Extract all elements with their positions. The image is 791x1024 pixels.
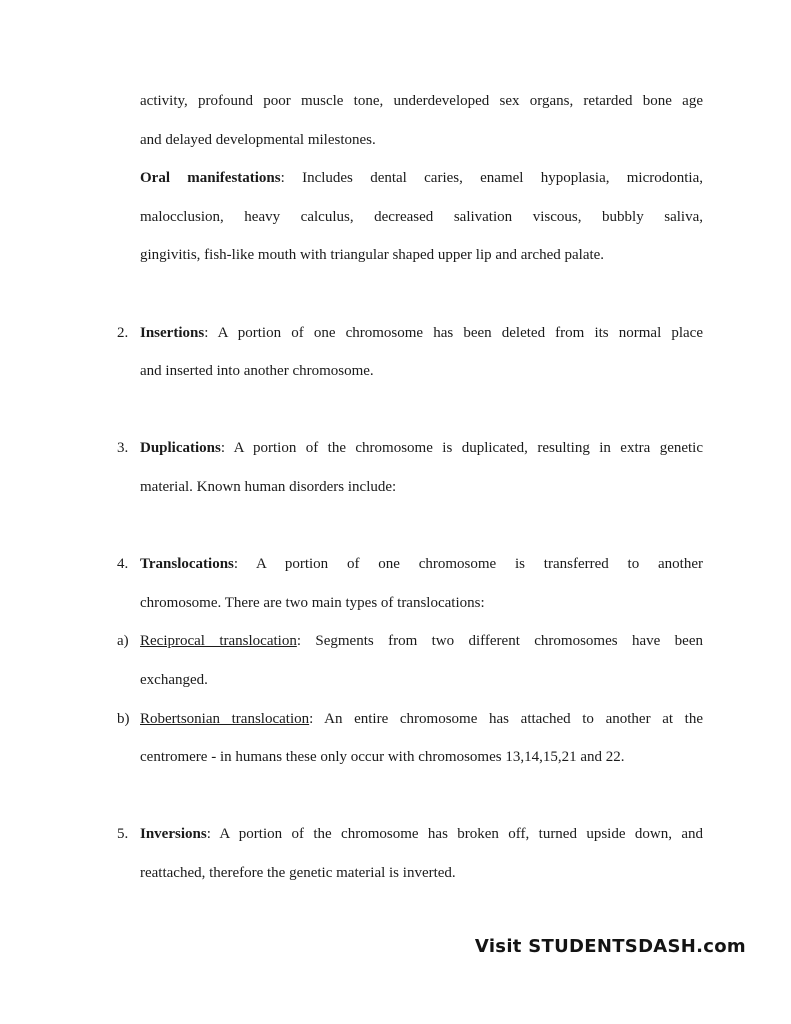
list-marker: b) [117,710,130,727]
paragraph-oral-manifestations [117,159,703,275]
text-line [140,314,703,353]
paragraph-continuation [117,82,703,159]
item-term: Translocations [140,556,234,573]
text-segment: activity, profound poor muscle tone, underdeveloped sex organs, retarded bone age [140,93,703,109]
list-item-robertsonian-translocation [117,700,703,777]
text-line: material. Known human disorders include: [140,478,397,495]
item-term: Inversions [140,826,207,843]
list-marker [117,159,140,275]
text-line: and delayed developmental milestones. [140,131,376,148]
text-segment: : Segments from two different chromosomes have been [296,633,703,650]
list-marker [117,82,140,159]
item-term: Oral manifestations [140,170,281,187]
text-line: and inserted into another chromosome. [140,363,374,380]
list-item-duplications [117,429,703,506]
list-marker: 2. [117,324,129,341]
list-marker: 3. [117,440,129,457]
list-item-reciprocal-translocation [117,622,703,699]
list-marker: 5. [117,826,129,843]
text-line [140,700,703,739]
text-segment: : An entire chromosome has attached to another at the [309,710,704,727]
list-marker: a) [117,633,129,650]
item-term: Insertions [140,324,205,341]
text-line [140,622,703,661]
text-line [140,815,703,854]
text-segment: : A portion of the chromosome is duplicated, resulting in extra genetic [220,440,703,457]
item-term: Duplications [140,440,221,457]
watermark-text: Visit STUDENTSDASH.com [474,936,746,957]
text-line: exchanged. [140,671,208,688]
text-line: reattached, therefore the genetic material is inverted. [140,864,456,881]
list-item-translocations [117,545,703,622]
text-line [140,545,703,584]
text-line [140,159,703,198]
item-term: Robertsonian translocation [140,710,310,727]
text-line: malocclusion, heavy calculus, decreased salivation viscous, bubbly saliva, [140,208,703,225]
text-line [140,429,703,468]
list-marker: 4. [117,556,129,573]
text-segment: : Includes dental caries, enamel hypoplasia, microdontia, [280,170,703,187]
text-line [140,82,703,121]
item-term: Reciprocal translocation [140,633,297,650]
list-item-inversions [117,815,703,892]
text-line: gingivitis, fish-like mouth with triangular shaped upper lip and arched palate. [140,247,605,264]
text-segment: : A portion of one chromosome is transferred to another [233,556,703,573]
document-body [117,82,703,892]
text-segment: : A portion of one chromosome has been deleted from its normal place [204,324,703,341]
text-line: chromosome. There are two main types of translocations: [140,594,485,611]
text-line: centromere - in humans these only occur with chromosomes 13,14,15,21 and 22. [140,749,625,766]
list-item-insertions [117,314,703,391]
text-segment: : A portion of the chromosome has broken off, turned upside down, and [206,826,703,843]
